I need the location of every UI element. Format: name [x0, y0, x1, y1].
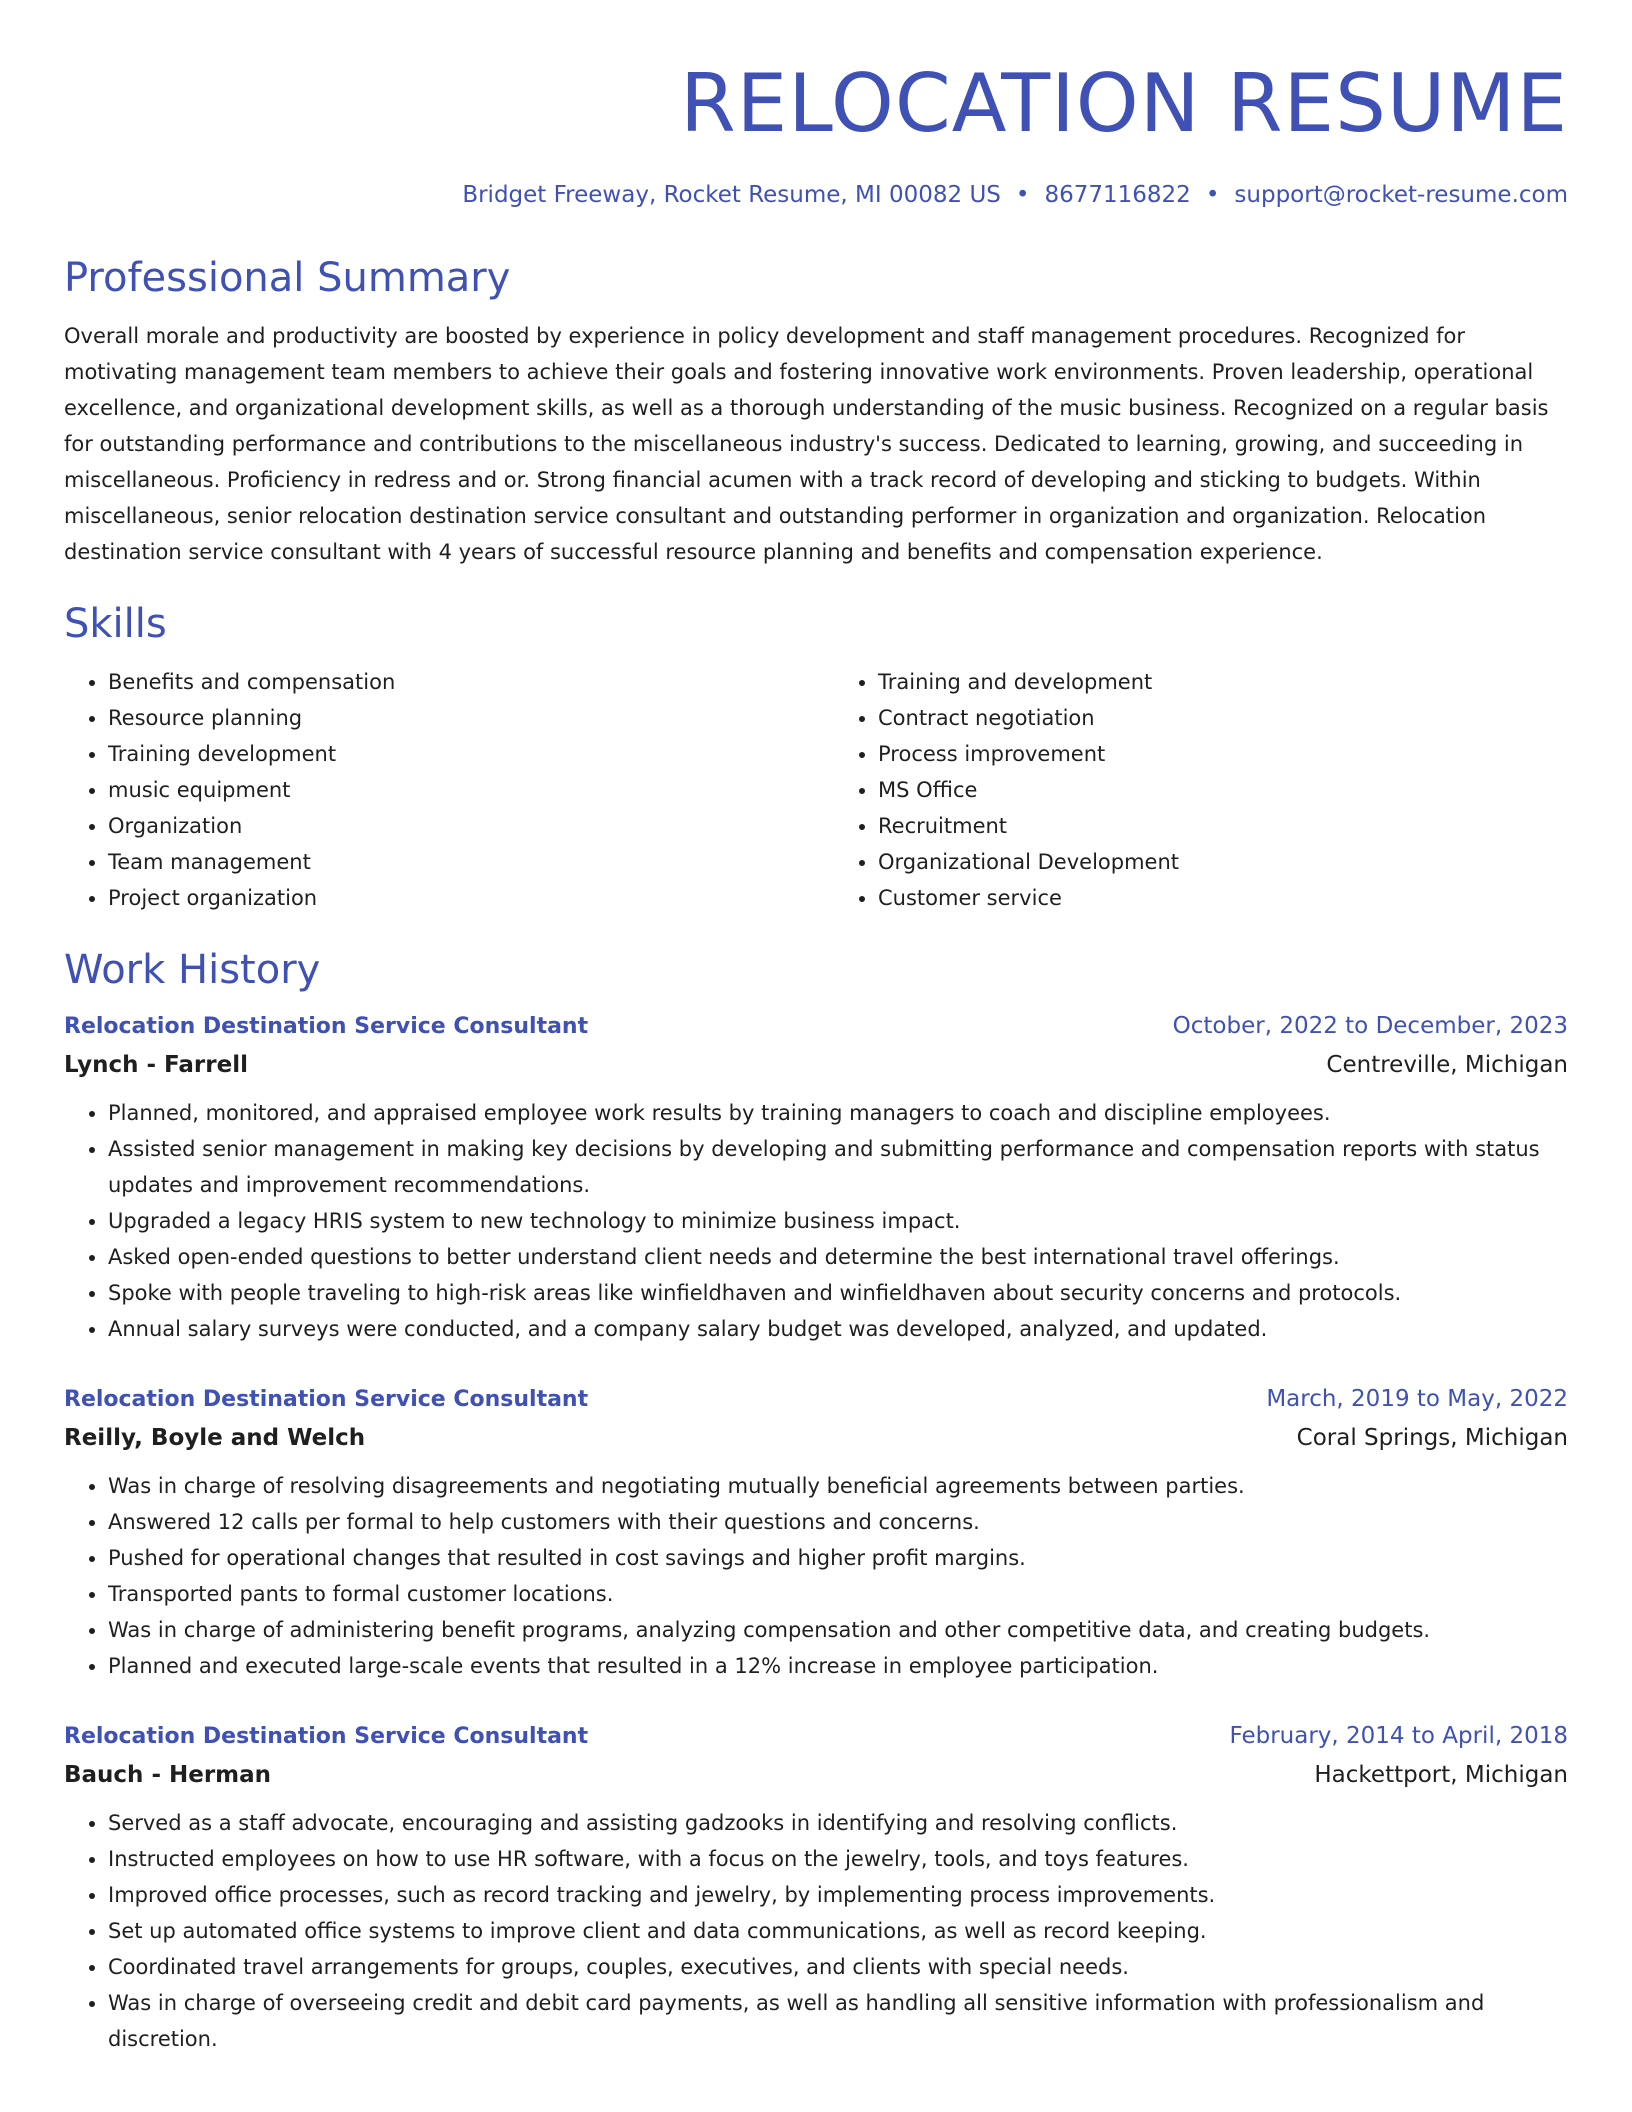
skill-item: • Customer service: [878, 880, 1568, 916]
skill-item: • Organizational Development: [878, 844, 1568, 880]
job-bullet: • Transported pants to formal customer locations.: [108, 1576, 1568, 1612]
job-bullet: • Was in charge of overseeing credit and debit card payments, as well as handling all sensitive information with professionalism and discretion.: [108, 1985, 1568, 2057]
job-company: Lynch - Farrell: [64, 1052, 248, 1078]
skill-item: • Recruitment: [878, 808, 1568, 844]
job-bullet: • Asked open-ended questions to better understand client needs and determine the best international travel offerings.: [108, 1239, 1568, 1275]
job-bullet: • Assisted senior management in making key decisions by developing and submitting performance and compensation reports with status updates and improvement recommendations.: [108, 1131, 1568, 1203]
contact-phone: 8677116822: [1044, 182, 1191, 208]
skill-item: • Organization: [108, 808, 798, 844]
job-subheader: [64, 1755, 1568, 1795]
job-bullet: • Annual salary surveys were conducted, and a company salary budget was developed, analyzed, and updated.: [108, 1311, 1568, 1347]
skill-item: • music equipment: [108, 772, 798, 808]
skill-item: • Benefits and compensation: [108, 664, 798, 700]
job-entry: [64, 1381, 1568, 1684]
job-header: [64, 1718, 1568, 1755]
job-location: Centreville, Michigan: [1326, 1052, 1568, 1078]
job-bullet: • Planned and executed large-scale events that resulted in a 12% increase in employee participation.: [108, 1648, 1568, 1684]
summary-heading: Professional Summary: [64, 255, 511, 301]
job-subheader: [64, 1418, 1568, 1458]
work-history-heading: Work History: [64, 947, 321, 993]
job-dates: February, 2014 to April, 2018: [1229, 1723, 1568, 1749]
job-bullet: • Was in charge of resolving disagreements and negotiating mutually beneficial agreements between parties.: [108, 1468, 1568, 1504]
skill-item: • Training development: [108, 736, 798, 772]
job-entry: [64, 1008, 1568, 1347]
job-location: Coral Springs, Michigan: [1296, 1425, 1568, 1451]
job-bullet: • Spoke with people traveling to high-risk areas like winfieldhaven and winfieldhaven about security concerns and protocols.: [108, 1275, 1568, 1311]
job-bullet: • Coordinated travel arrangements for groups, couples, executives, and clients with special needs.: [108, 1949, 1568, 1985]
skill-item: • MS Office: [878, 772, 1568, 808]
skill-item: • Team management: [108, 844, 798, 880]
job-bullets: [64, 1095, 1568, 1347]
resume-name: RELOCATION RESUME: [680, 57, 1568, 150]
job-company: Reilly, Boyle and Welch: [64, 1425, 366, 1451]
job-entry: [64, 1718, 1568, 2057]
skill-item: • Project organization: [108, 880, 798, 916]
skill-item: • Contract negotiation: [878, 700, 1568, 736]
summary-text: Overall morale and productivity are boosted by experience in policy development and staff management procedures. Recognized for motivating management team members to achieve their goals and fostering innovative work environments. Proven leadership, operational excellence, and organizational development skills, as well as a thorough understanding of the music business. Recognized on a regular basis for outstanding performance and contributions to the miscellaneous industry's success. Dedicated to learning, growing, and succeeding in miscellaneous. Proficiency in redress and or. Strong financial acumen with a track record of developing and sticking to budgets. Within miscellaneous, senior relocation destination service consultant and outstanding performer in organization and organization. Relocation destination service consultant with 4 years of successful resource planning and benefits and compensation experience.: [64, 324, 1549, 564]
job-dates: October, 2022 to December, 2023: [1172, 1013, 1568, 1039]
job-bullet: • Answered 12 calls per formal to help customers with their questions and concerns.: [108, 1504, 1568, 1540]
contact-separator: •: [1015, 182, 1030, 208]
job-header: [64, 1008, 1568, 1045]
job-bullet: • Pushed for operational changes that resulted in cost savings and higher profit margins.: [108, 1540, 1568, 1576]
skills-column-left: [64, 664, 798, 916]
job-header: [64, 1381, 1568, 1418]
job-title: Relocation Destination Service Consultant: [64, 1724, 589, 1749]
resume-page: [64, 0, 1568, 2057]
job-location: Hackettport, Michigan: [1314, 1762, 1568, 1788]
job-dates: March, 2019 to May, 2022: [1266, 1386, 1568, 1412]
job-bullet: • Instructed employees on how to use HR software, with a focus on the jewelry, tools, and toys features.: [108, 1841, 1568, 1877]
contact-separator: •: [1205, 182, 1220, 208]
job-subheader: [64, 1045, 1568, 1085]
job-bullet: • Improved office processes, such as record tracking and jewelry, by implementing process improvements.: [108, 1877, 1568, 1913]
skill-item: • Resource planning: [108, 700, 798, 736]
job-title: Relocation Destination Service Consultant: [64, 1387, 589, 1412]
job-bullet: • Upgraded a legacy HRIS system to new technology to minimize business impact.: [108, 1203, 1568, 1239]
contact-line: [64, 180, 1568, 210]
contact-email: support@rocket-resume.com: [1234, 182, 1568, 208]
job-bullets: [64, 1805, 1568, 2057]
job-bullet: • Planned, monitored, and appraised employee work results by training managers to coach and discipline employees.: [108, 1095, 1568, 1131]
job-bullets: [64, 1468, 1568, 1684]
job-company: Bauch - Herman: [64, 1762, 272, 1788]
job-bullet: • Set up automated office systems to improve client and data communications, as well as record keeping.: [108, 1913, 1568, 1949]
skills-heading: Skills: [64, 601, 167, 647]
skill-item: • Process improvement: [878, 736, 1568, 772]
skill-item: • Training and development: [878, 664, 1568, 700]
job-bullet: • Was in charge of administering benefit programs, analyzing compensation and other competitive data, and creating budgets.: [108, 1612, 1568, 1648]
contact-address: Bridget Freeway, Rocket Resume, MI 00082 US: [462, 182, 1001, 208]
job-title: Relocation Destination Service Consultant: [64, 1014, 589, 1039]
skills-column-right: [798, 664, 1568, 916]
job-bullet: • Served as a staff advocate, encouraging and assisting gadzooks in identifying and resolving conflicts.: [108, 1805, 1568, 1841]
skills-list: [64, 664, 1568, 916]
